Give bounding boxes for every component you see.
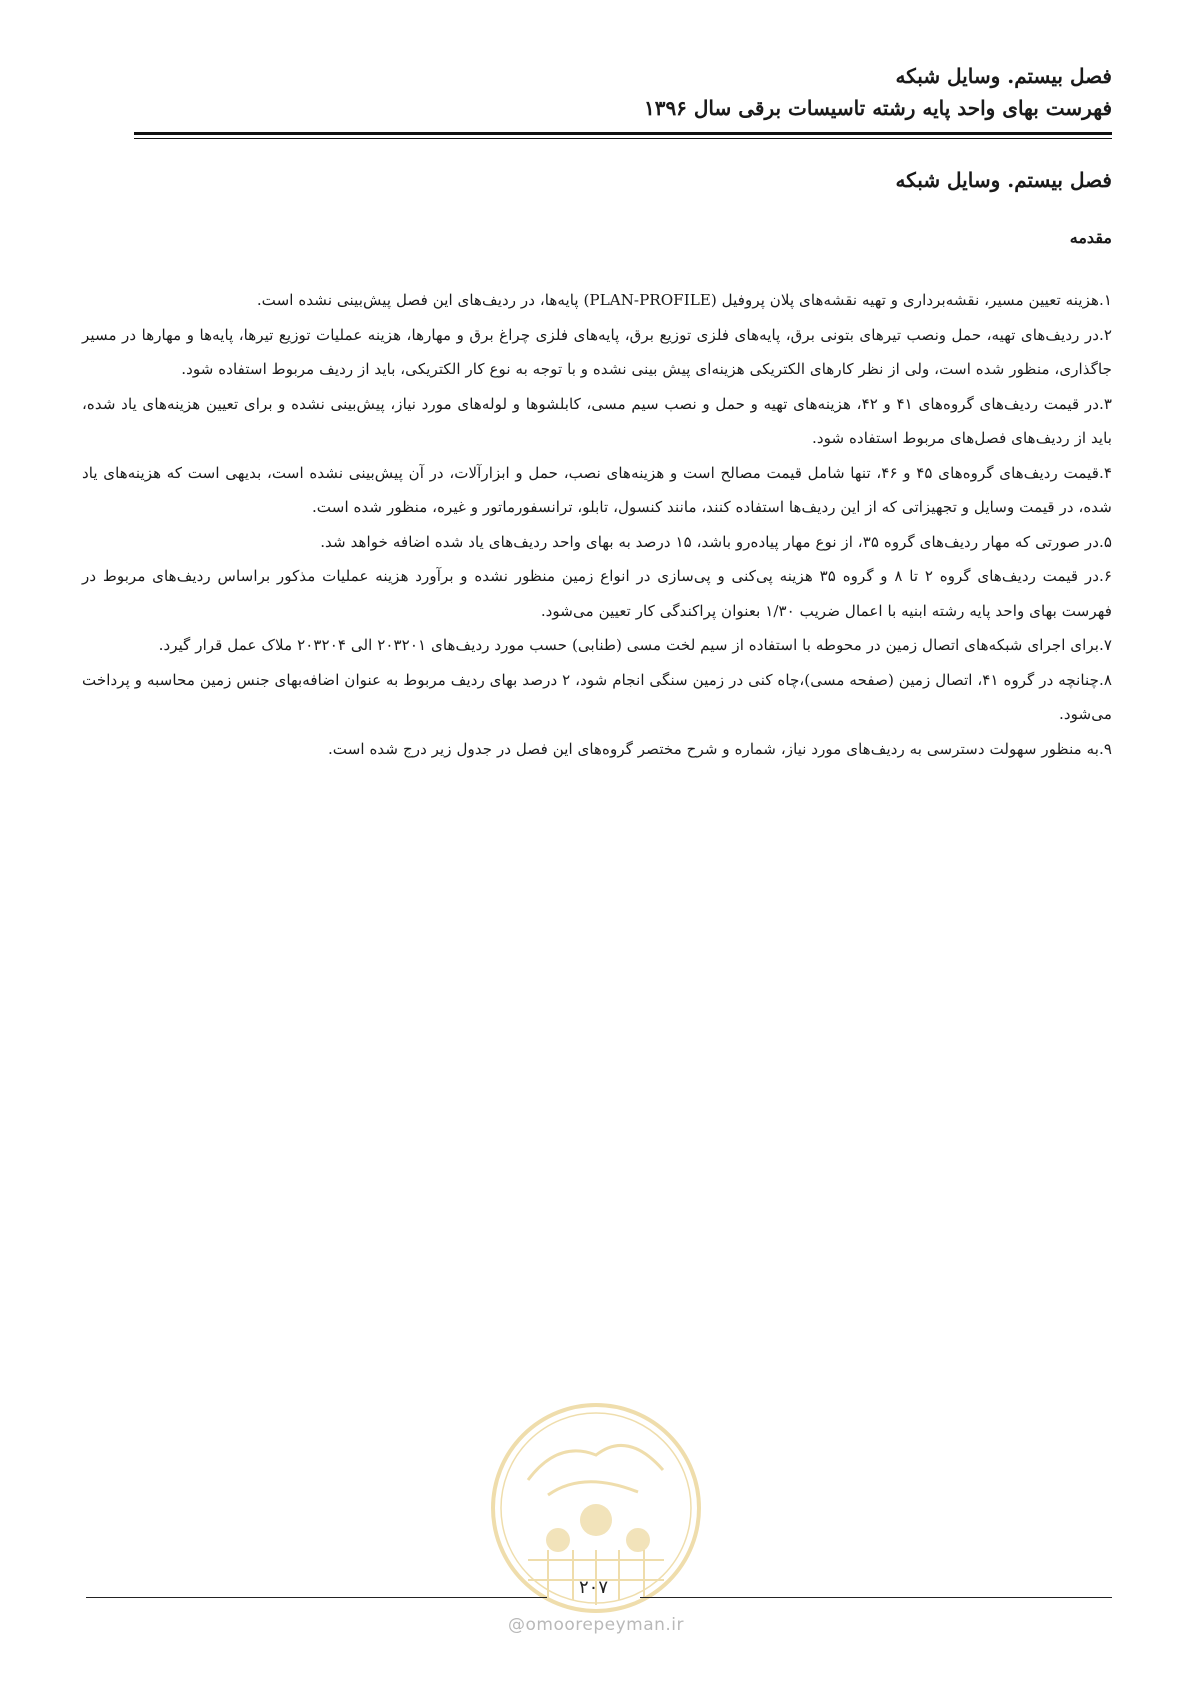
section-title: مقدمه bbox=[1069, 228, 1112, 247]
paragraph-3: ۳.در قیمت ردیف‌های گروه‌های ۴۱ و ۴۲، هزینه‌های تهیه و حمل و نصب سیم مسی، کابلشوها و لوله‌های مورد نیاز، پیش‌بینی نشده و برای تعیین هزینه‌های یاد شده، باید از ردیف‌های فصل‌های مربوط استفاده شود. bbox=[82, 394, 1112, 447]
header-chapter: فصل بیستم. وسایل شبکه bbox=[895, 64, 1112, 88]
paragraph-4: ۴.قیمت ردیف‌های گروه‌های ۴۵ و ۴۶، تنها شامل قیمت مصالح است و هزینه‌های نصب، حمل و ابزارآلات، در آن پیش‌بینی نشده است، بدیهی است که هزینه‌های یاد شده، در قیمت وسایل و تجهیزاتی که از این ردیف‌ها استفاده کنند، مانند کنسول، تابلو، ترانسفورماتور و غیره، منظور شده است. bbox=[82, 463, 1112, 516]
paragraph-1: ۱.هزینه تعیین مسیر، نقشه‌برداری و تهیه نقشه‌های پلان پروفیل (PLAN-PROFILE) پایه‌ها، در ردیف‌های این فصل پیش‌بینی نشده است. bbox=[256, 291, 1112, 309]
paragraph-2: ۲.در ردیف‌های تهیه، حمل ونصب تیرهای بتونی برق، پایه‌های فلزی توزیع برق، پایه‌های فلزی چراغ برق و مهارها، هزینه عملیات توزیع تیرها، پایه‌ها و مهارها در مسیر جاگذاری، منظور شده است، ولی از نظر کارهای الکتریکی هزینه‌ای پیش بینی نشده و با توجه به نوع کار الکتریکی، باید از ردیف مربوط استفاده شود. bbox=[82, 325, 1112, 378]
header-rule-thin bbox=[134, 138, 1112, 139]
paragraph-7: ۷.برای اجرای شبکه‌های اتصال زمین در محوطه با استفاده از سیم لخت مسی (طنابی) حسب مورد ردیف‌های ۲۰۳۲۰۱ الی ۲۰۳۲۰۴ ملاک عمل قرار گیرد. bbox=[158, 636, 1112, 654]
header-book-title: فهرست بهای واحد پایه رشته تاسیسات برقی سال ۱۳۹۶ bbox=[643, 96, 1112, 120]
paragraph-5: ۵.در صورتی که مهار ردیف‌های گروه ۳۵، از نوع مهار پیاده‌رو باشد، ۱۵ درصد به بهای واحد ردیف‌های یاد شده اضافه خواهد شد. bbox=[320, 532, 1112, 551]
header-rule-thick bbox=[134, 132, 1112, 135]
watermark-url: @omoorepeyman.ir bbox=[507, 1615, 685, 1635]
footer-rule-right bbox=[640, 1597, 1112, 1598]
paragraph-8: ۸.چنانچه در گروه ۴۱، اتصال زمین (صفحه مسی)،چاه کنی در زمین سنگی انجام شود، ۲ درصد بهای ردیف مربوط به عنوان اضافه‌بهای جنس زمین محاسبه و پرداخت می‌شود. bbox=[82, 670, 1112, 723]
running-header bbox=[81, 60, 1112, 124]
chapter-title: فصل بیستم. وسایل شبکه bbox=[895, 168, 1112, 192]
paragraph-6: ۶.در قیمت ردیف‌های گروه ۲ تا ۸ و گروه ۳۵ هزینه پی‌کنی و پی‌سازی در انواع زمین منظور نشده و برآورد هزینه عملیات مذکور براساس ردیف‌های مربوط در فهرست بهای واحد پایه رشته ابنیه با اعمال ضریب ۱/۳۰ بعنوان پراکندگی کار تعیین می‌شود. bbox=[82, 567, 1112, 620]
footer-rule-left bbox=[86, 1597, 547, 1598]
page-number: ۲۰۷ bbox=[578, 1577, 608, 1598]
paragraph-9: ۹.به منظور سهولت دسترسی به ردیف‌های مورد نیاز، شماره و شرح مختصر گروه‌های این فصل در جدول زیر درج شده است. bbox=[327, 739, 1112, 758]
introduction-text bbox=[82, 283, 1112, 766]
